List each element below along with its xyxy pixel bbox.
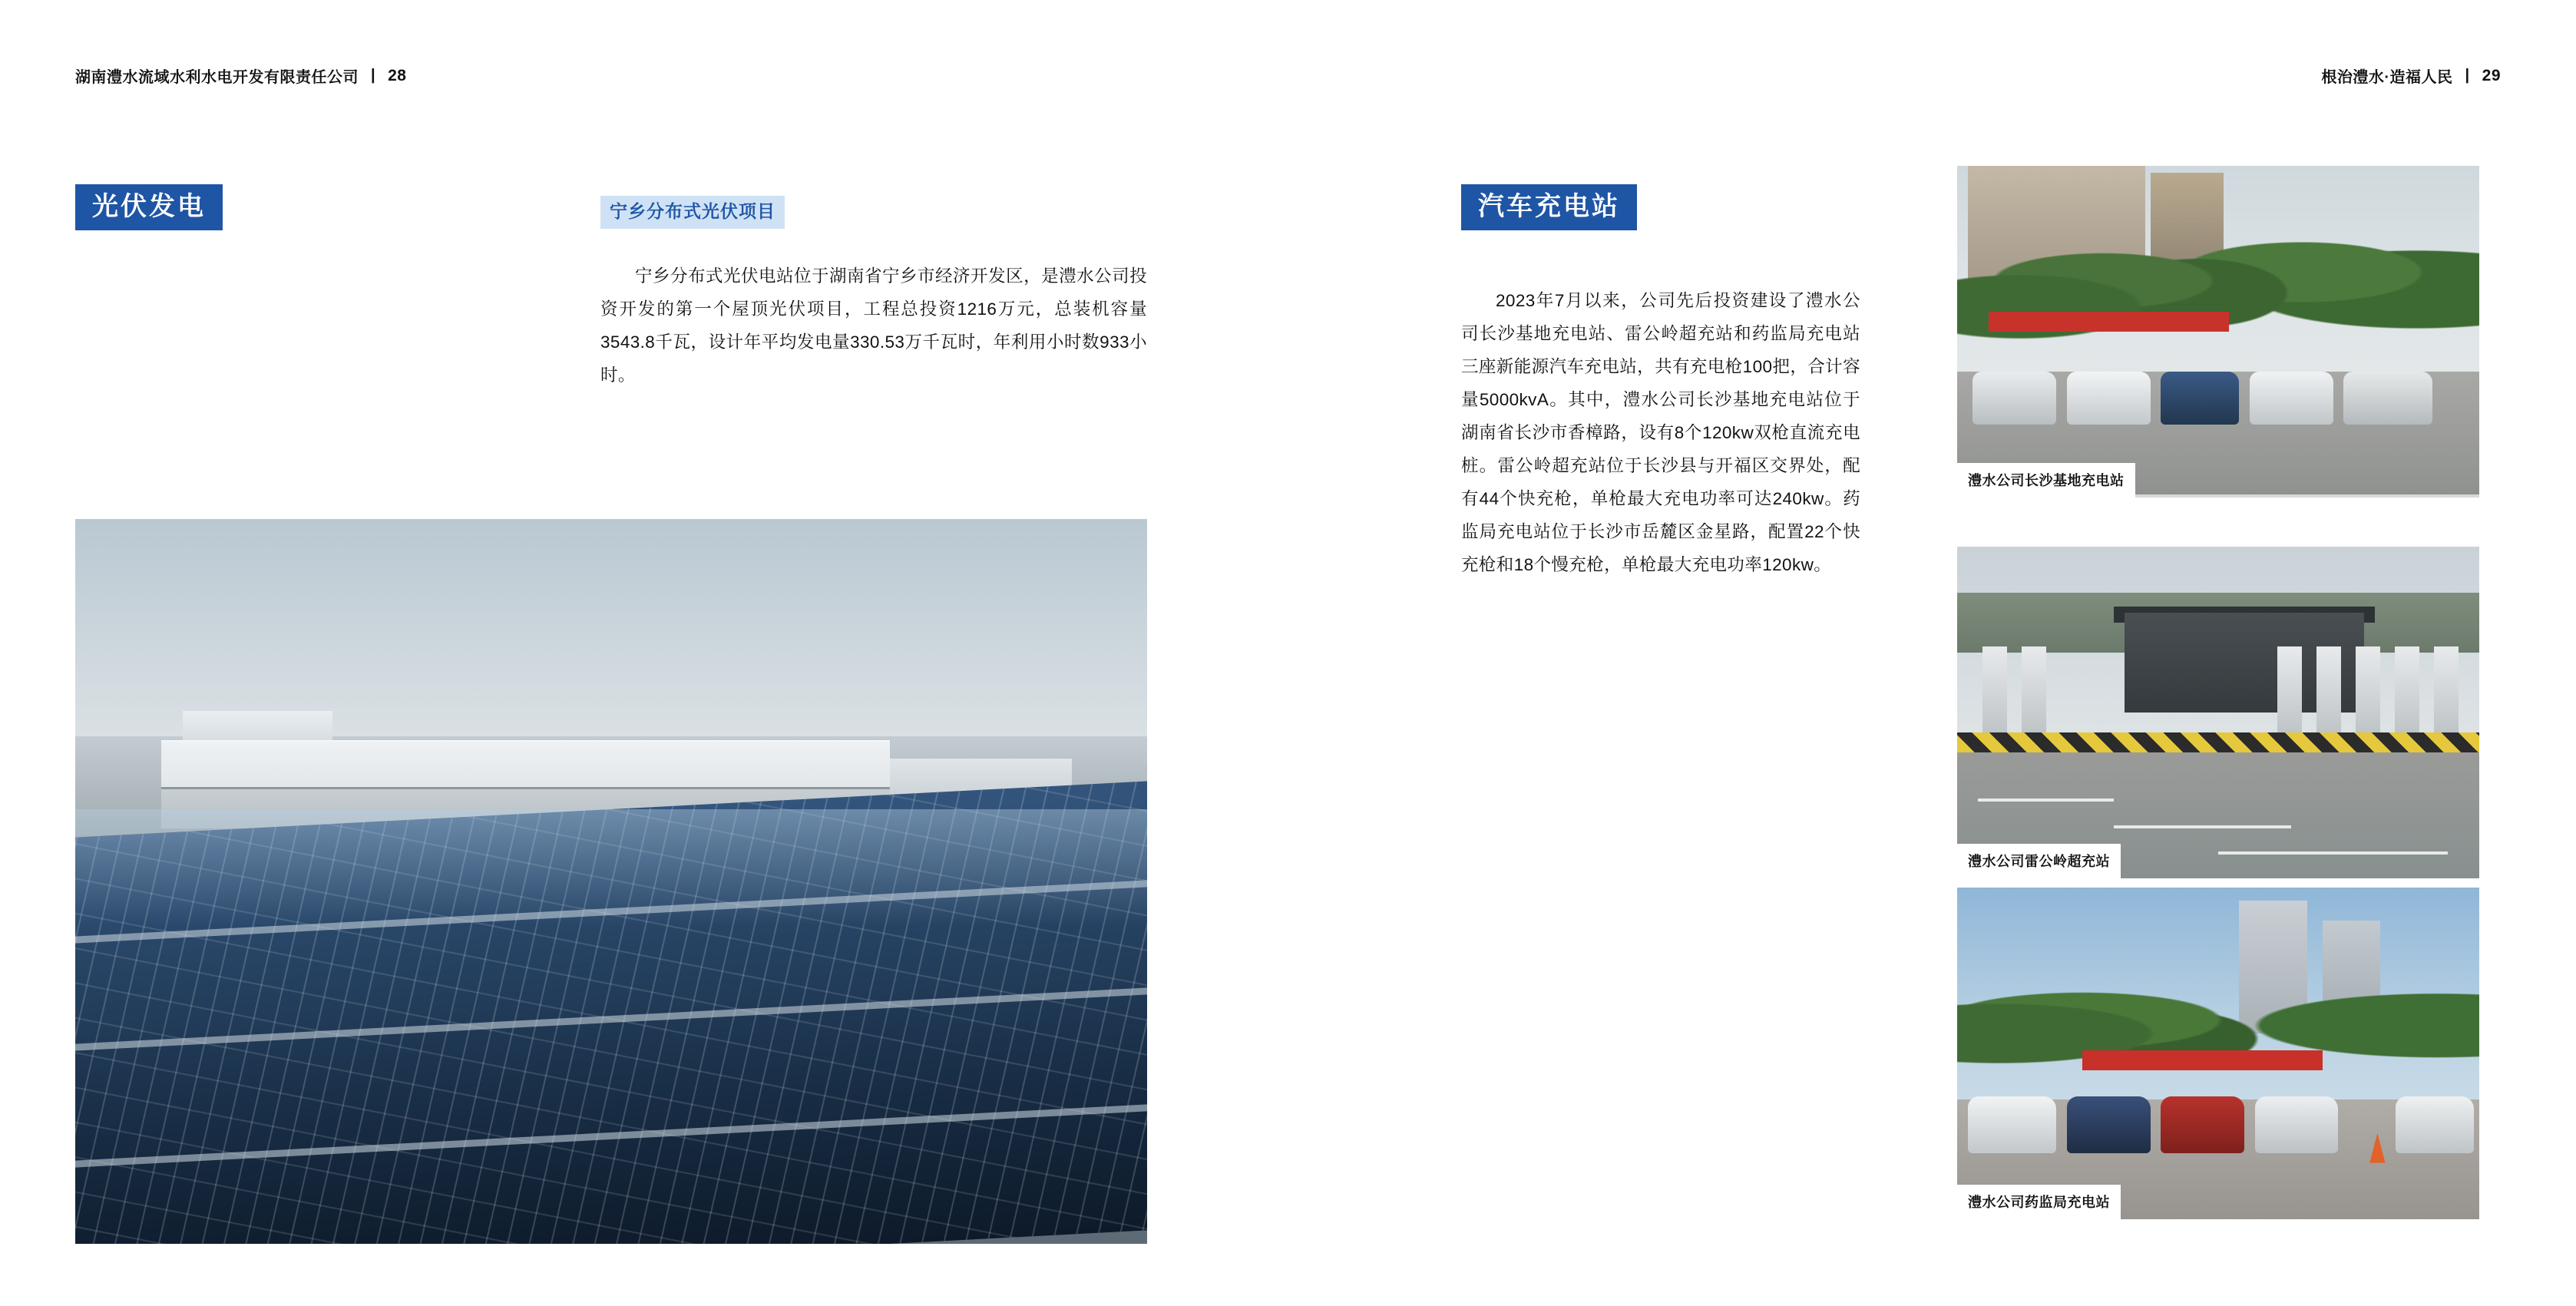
- solar-panel-photo: [75, 519, 1147, 1244]
- left-running-head-separator: |: [371, 67, 376, 84]
- photo-1-image: [1957, 166, 2479, 498]
- left-running-head-text: 湖南澧水流域水利水电开发有限责任公司: [75, 69, 359, 86]
- left-running-head: [75, 64, 406, 87]
- right-running-head-text: 根治澧水·造福人民: [2321, 69, 2453, 86]
- photo-2-image: [1957, 547, 2479, 878]
- photo-1-caption: 澧水公司长沙基地充电站: [1957, 463, 2135, 498]
- right-body-text: 2023年7月以来，公司先后投资建设了澧水公司长沙基地充电站、雷公岭超充站和药监局充电站三座新能源汽车充电站，共有充电枪100把，合计容量5000kvA。其中，澧水公司长沙基地充电站位于湖南省长沙市香樟路，设有8个120kw双枪直流充电桩。雷公岭超充站位于长沙县与开福区交界处，配有44个快充枪，单枪最大充电功率可达240kw。药监局充电站位于长沙市岳麓区金星路，配置22个快充枪和18个慢充枪，单枪最大充电功率120kw。: [1461, 291, 1860, 574]
- right-section-title: 汽车充电站: [1461, 184, 1637, 230]
- left-sub-title: 宁乡分布式光伏项目: [600, 196, 785, 229]
- right-running-head: [2321, 64, 2501, 87]
- photo-3-image: [1957, 888, 2479, 1219]
- photo-3-caption: 澧水公司药监局充电站: [1957, 1185, 2121, 1219]
- photo-panel-glare: [75, 809, 1147, 925]
- right-running-head-separator: |: [2465, 67, 2470, 84]
- charging-station-photo-1: [1957, 166, 2479, 498]
- photo-2-caption: 澧水公司雷公岭超充站: [1957, 844, 2121, 878]
- left-page-number: 28: [388, 66, 407, 84]
- left-section-title: 光伏发电: [75, 184, 223, 230]
- right-page-number: 29: [2482, 66, 2501, 84]
- charging-station-photo-3: [1957, 888, 2479, 1219]
- left-body-text: 宁乡分布式光伏电站位于湖南省宁乡市经济开发区，是澧水公司投资开发的第一个屋顶光伏项目，工程总投资1216万元，总装机容量3543.8千瓦，设计年平均发电量330.53万千瓦时，年利用小时数933小时。: [600, 266, 1147, 385]
- charging-station-photo-2: [1957, 547, 2479, 878]
